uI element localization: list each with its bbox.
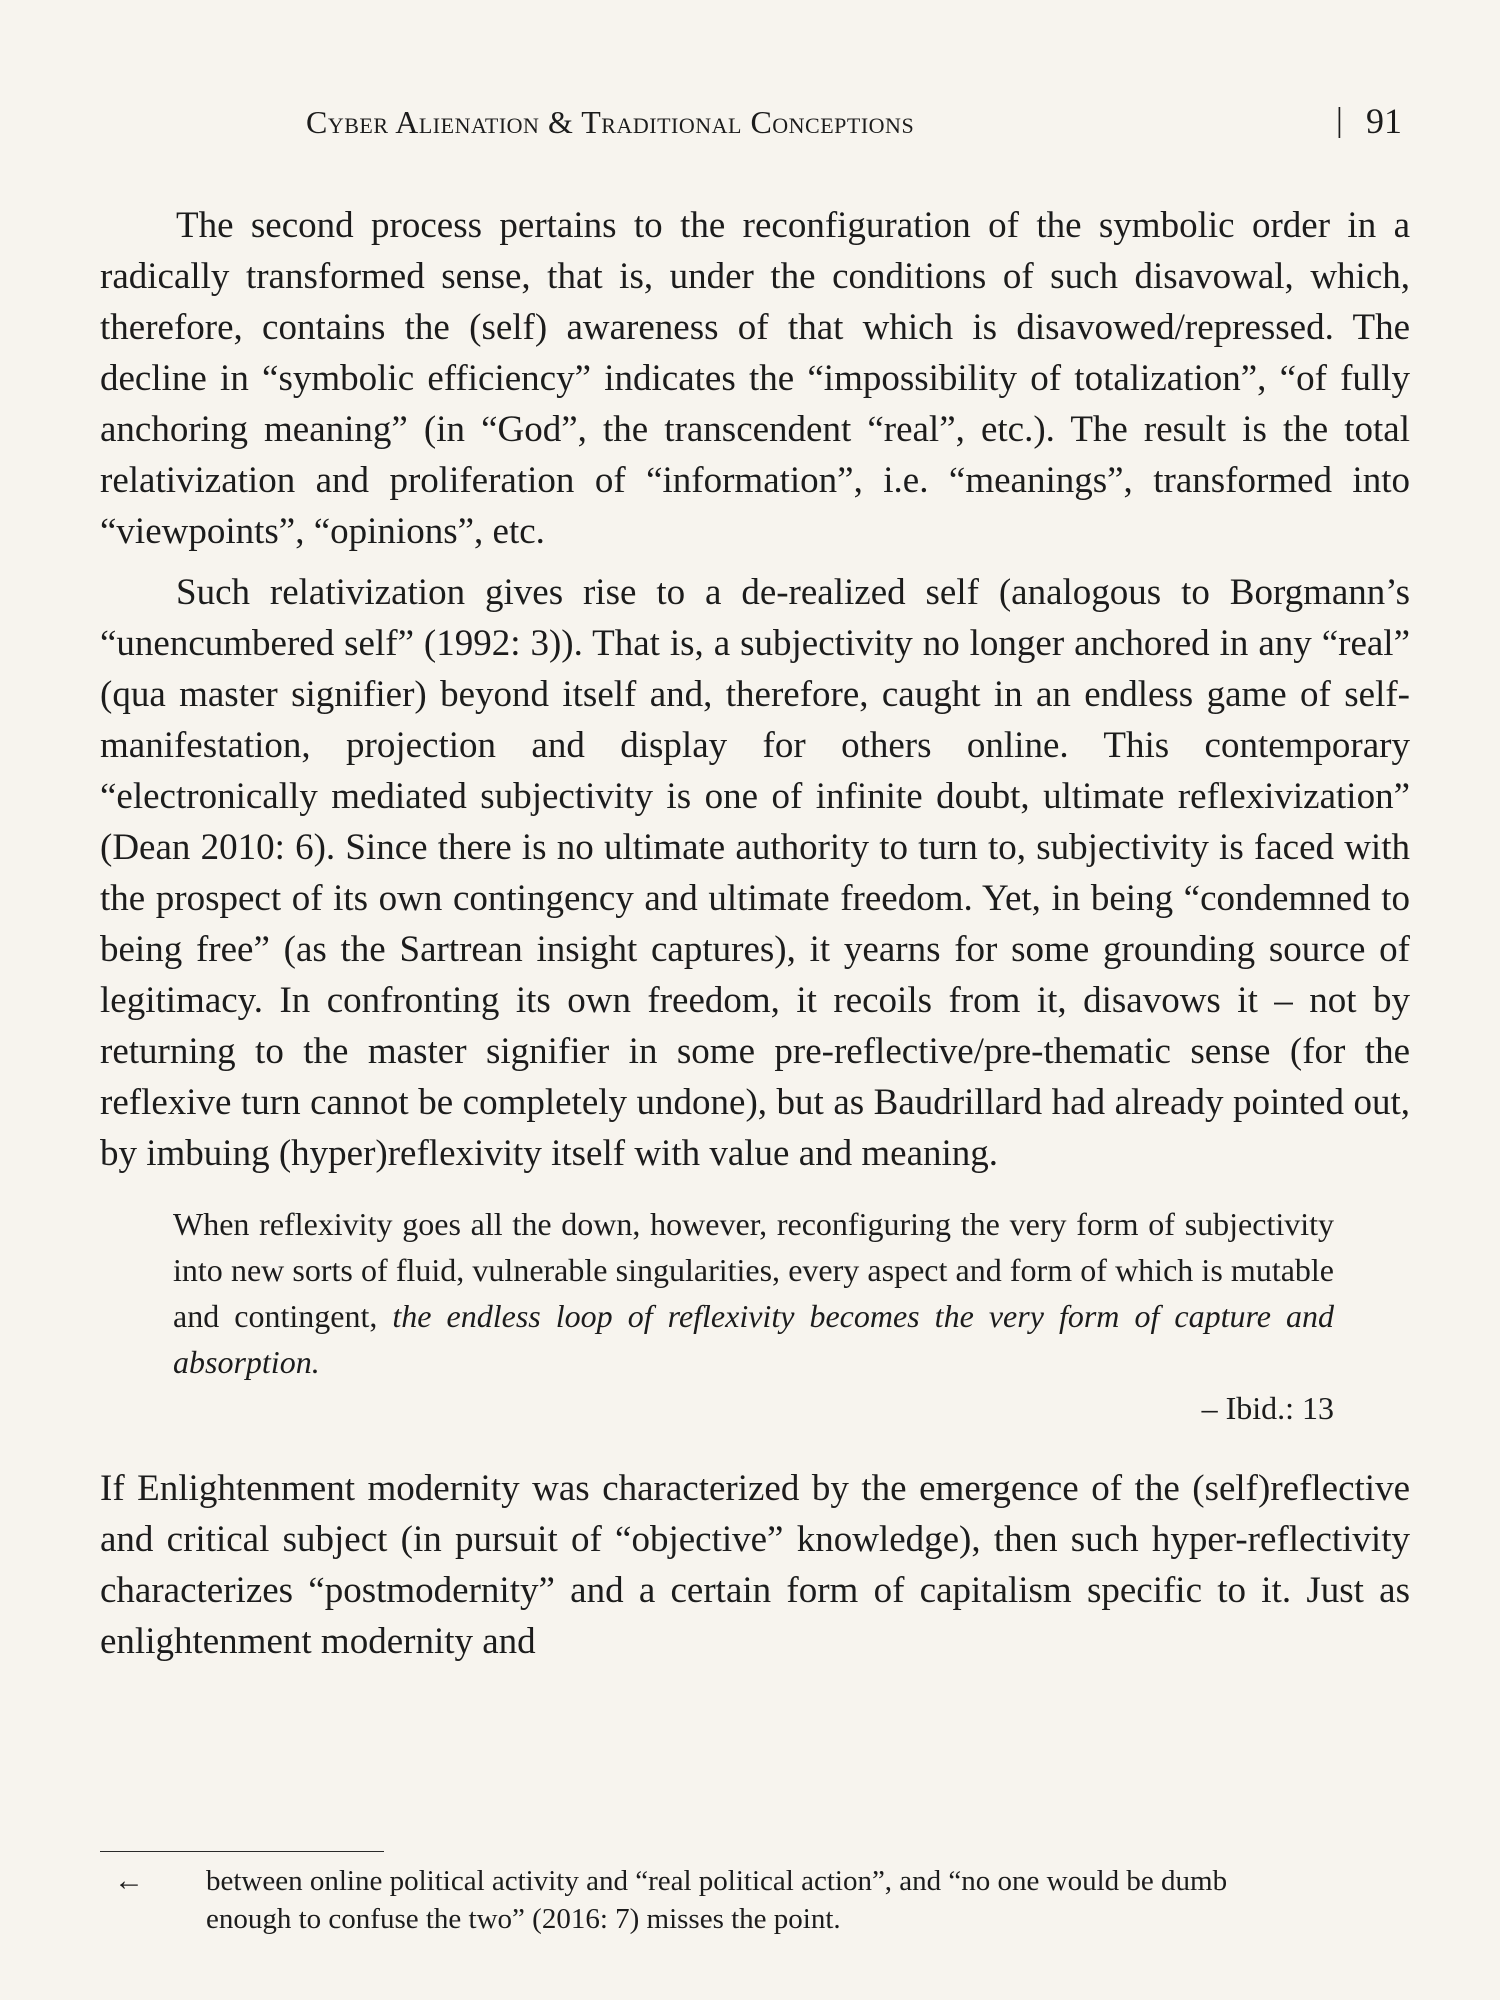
footnote-divider	[100, 1851, 384, 1852]
block-quote-regular: When reflexivity goes all the down, however, reconfiguring the very form of subjectivity into new sorts of fluid, vulnerable singularities, every aspect and form of which is mutable and contingent,	[173, 1206, 1334, 1334]
paragraph-1: The second process pertains to the reconfiguration of the symbolic order in a radically transformed sense, that is, under the conditions of such disavowal, which, therefore, contains the (self) awareness of that which is disavowed/repressed. The decline in “symbolic efficiency” indicates the “impossibility of totalization”, “of fully anchoring meaning” (in “God”, the transcendent “real”, etc.). The result is the total relativization and proliferation of “information”, i.e. “meanings”, transformed into “viewpoints”, “opinions”, etc.	[100, 205, 1410, 552]
paragraph-2: Such relativization gives rise to a de-realized self (analogous to Borgmann’s “unencumbered self” (1992: 3)). That is, a subjectivity no longer anchored in any “real” (qua master signifier) beyond itself and, therefore, caught in an endless game of self-manifestation, projection and display for others online. This contemporary “electronically mediated subjectivity is one of infinite doubt, ultimate reflexivization” (Dean 2010: 6). Since there is no ultimate authority to turn to, subjectivity is faced with the prospect of its own contingency and ultimate freedom. Yet, in being “condemned to being free” (as the Sartrean insight captures), it yearns for some grounding source of legitimacy. In confronting its own freedom, it recoils from it, disavows it – not by returning to the master signifier in some pre-reflective/pre-thematic sense (for the reflexive turn cannot be completely undone), but as Baudrillard had already pointed out, by imbuing (hyper)reflexivity itself with value and meaning.	[100, 572, 1410, 1174]
footnote	[100, 1862, 1410, 1938]
block-quote-source: – Ibid.: 13	[1201, 1390, 1334, 1426]
footnote-text: between online political activity and “real political action”, and “no one would be dumb enough to confuse the two” (2016: 7) misses the point.	[206, 1865, 1228, 1935]
paragraph-3: If Enlightenment modernity was characterized by the emergence of the (self)reflective and critical subject (in pursuit of “objective” knowledge), then such hyper-reflectivity characterizes “postmodernity” and a certain form of capitalism specific to it. Just as enlightenment modernity and	[100, 1468, 1410, 1662]
body-text	[100, 200, 1410, 1667]
block-quote-italic: the endless loop of reflexivity becomes the very form of capture and absorption.	[173, 1298, 1335, 1380]
header-separator: |	[1336, 102, 1343, 139]
block-quote-text	[173, 1201, 1334, 1385]
left-arrow-icon: ←	[114, 1864, 144, 1897]
page-number: 91	[1366, 101, 1402, 141]
running-header	[100, 101, 1408, 148]
running-title: Cyber Alienation & Traditional Conceptions	[306, 104, 915, 140]
block-quote	[173, 1201, 1334, 1431]
